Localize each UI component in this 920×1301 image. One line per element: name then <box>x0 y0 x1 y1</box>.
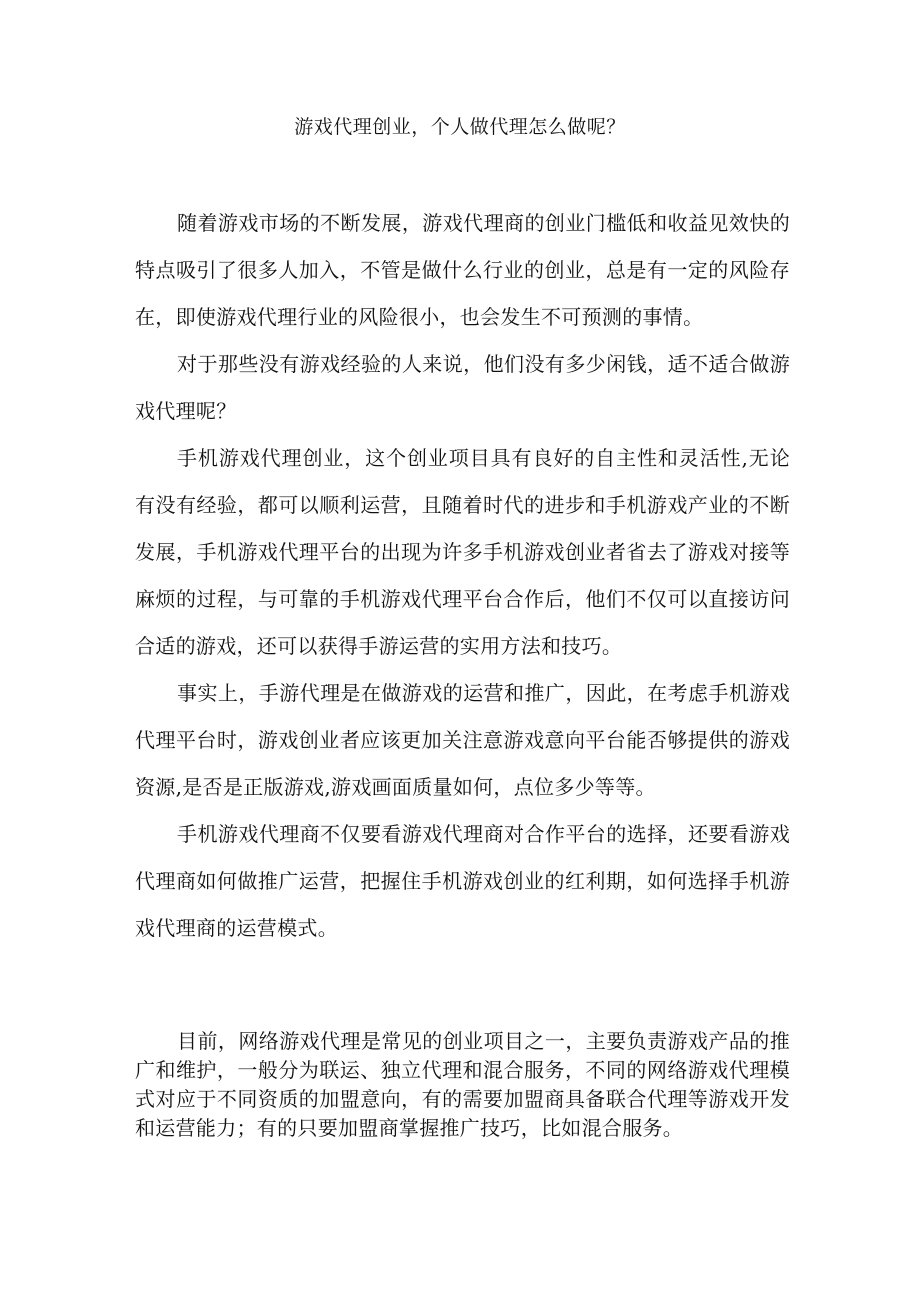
paragraph-3: 手机游戏代理创业，这个创业项目具有良好的自主性和灵活性,无论有没有经验，都可以顺利运营，且随着时代的进步和手机游戏产业的不断发展，手机游戏代理平台的出现为许多手机游戏创业者省去了游戏对接等麻烦的过程，与可靠的手机游戏代理平台合作后，他们不仅可以直接访问合适的游戏，还可以获得手游运营的实用方法和技巧。 <box>135 446 790 658</box>
document-body <box>135 200 790 952</box>
paragraph-5: 手机游戏代理商不仅要看游戏代理商对合作平台的选择，还要看游戏代理商如何做推广运营，把握住手机游戏创业的红利期，如何选择手机游戏代理商的运营模式。 <box>135 822 790 940</box>
paragraph-4: 事实上，手游代理是在做游戏的运营和推广，因此，在考虑手机游戏代理平台时，游戏创业者应该更加关注意游戏意向平台能否够提供的游戏资源,是否是正版游戏,游戏画面质量如何，点位多少等等。 <box>135 681 790 799</box>
paragraph-2: 对于那些没有游戏经验的人来说，他们没有多少闲钱，适不适合做游戏代理呢？ <box>135 352 790 423</box>
paragraph-1: 随着游戏市场的不断发展，游戏代理商的创业门槛低和收益见效快的特点吸引了很多人加入，不管是做什么行业的创业，总是有一定的风险存在，即使游戏代理行业的风险很小，也会发生不可预测的事情。 <box>135 211 790 329</box>
document-title: 游戏代理创业，个人做代理怎么做呢？ <box>294 116 626 138</box>
closing-paragraph: 目前，网络游戏代理是常见的创业项目之一，主要负责游戏产品的推广和维护，一般分为联运、独立代理和混合服务，不同的网络游戏代理模式对应于不同资质的加盟意向，有的需要加盟商具备联合代理等游戏开发和运营能力；有的只要加盟商掌握推广技巧，比如混合服务。 <box>135 1029 790 1140</box>
closing-section <box>135 1027 790 1143</box>
